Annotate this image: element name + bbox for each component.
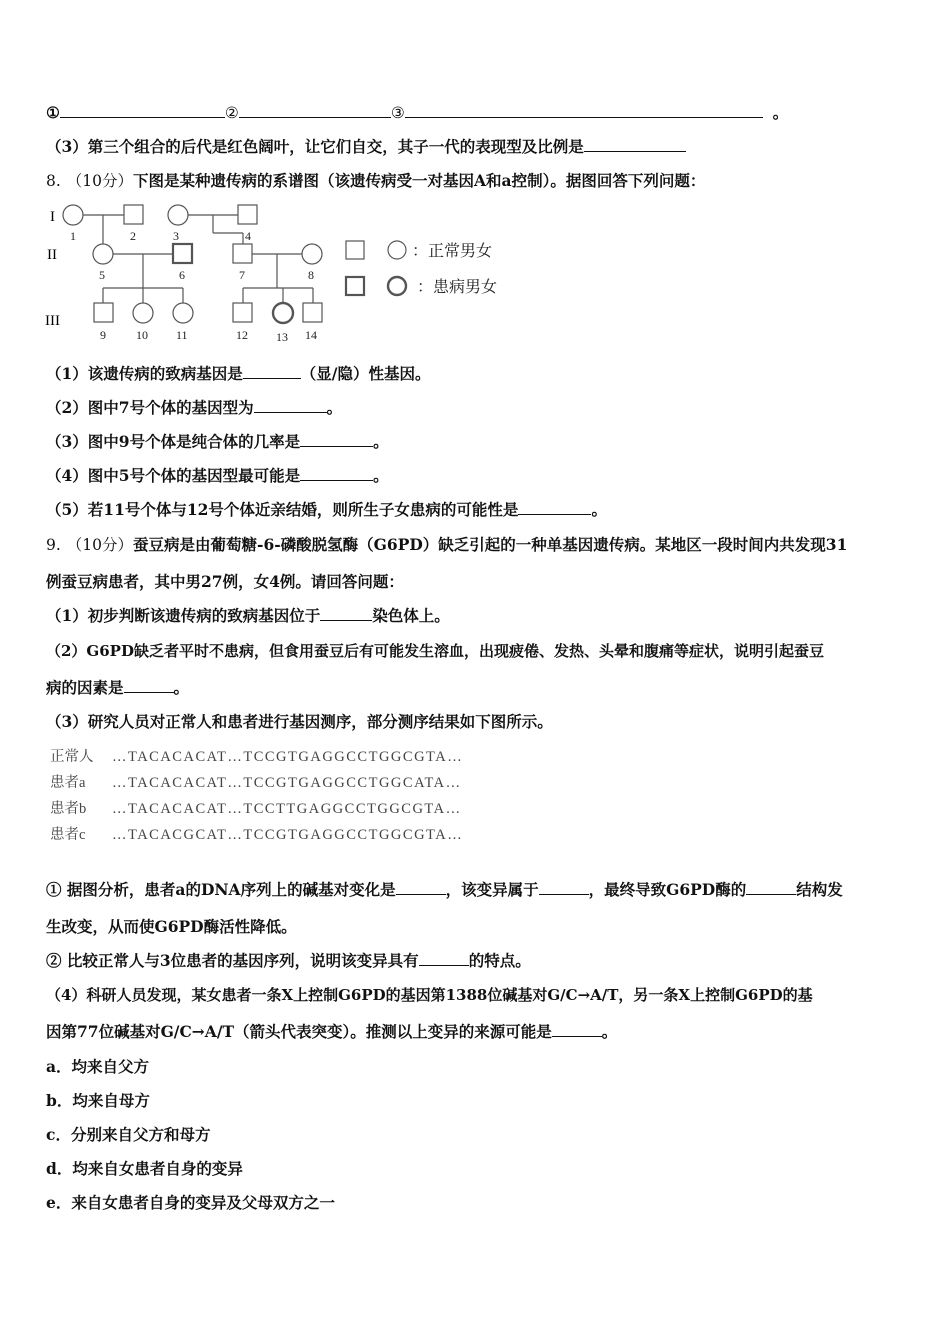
individual-10 bbox=[133, 303, 153, 323]
sequence-row-normal: 正常人 …TACACACAT…TCCGTGAGGCCTGGCGTA… bbox=[50, 749, 464, 765]
legend-normal-label: ：正常男女 bbox=[412, 241, 493, 260]
sequence-row-b: 患者b …TACACACAT…TCCTTGAGGCCTGGCGTA… bbox=[50, 801, 462, 817]
blank-q9-a2[interactable] bbox=[539, 880, 589, 895]
option-d[interactable]: d．均来自女患者自身的变异 bbox=[46, 1159, 243, 1178]
q8-sub2: （2）图中7号个体的基因型为 。 bbox=[46, 398, 343, 417]
individual-9 bbox=[94, 303, 113, 322]
q9-stem-line2: 例蚕豆病患者，其中男27例，女4例。请回答问题： bbox=[46, 572, 404, 591]
gen-label-1: I bbox=[50, 209, 55, 225]
label-3: 3 bbox=[173, 229, 179, 243]
gen-label-3: III bbox=[45, 313, 60, 329]
q9-stem-line1: 9. （10分）蚕豆病是由葡萄糖-6-磷酸脱氢酶（G6PD）缺乏引起的一种单基因遗传病。某地区一段时间内共发现31 bbox=[46, 535, 848, 554]
label-6: 6 bbox=[179, 268, 185, 282]
label-2: 2 bbox=[130, 229, 136, 243]
blank-q8-2[interactable] bbox=[254, 398, 327, 413]
q9-sub3: （3）研究人员对正常人和患者进行基因测序，部分测序结果如下图所示。 bbox=[46, 712, 553, 731]
answer-blanks-line: ① ② ③ 。 bbox=[46, 103, 789, 122]
blank-q8-5[interactable] bbox=[518, 500, 591, 515]
blank-q8-4[interactable] bbox=[300, 466, 373, 481]
individual-6 bbox=[173, 244, 192, 263]
option-b[interactable]: b．均来自母方 bbox=[46, 1091, 150, 1110]
individual-12 bbox=[233, 303, 252, 322]
blank-2[interactable] bbox=[239, 103, 391, 118]
individual-11 bbox=[173, 303, 193, 323]
label-4: 4 bbox=[245, 229, 251, 243]
option-e[interactable]: e．来自女患者自身的变异及父母双方之一 bbox=[46, 1193, 335, 1212]
blank-q9-a3[interactable] bbox=[746, 880, 796, 895]
individual-4 bbox=[238, 205, 257, 224]
q9-analysis1-line2: 生改变，从而使G6PD酶活性降低。 bbox=[46, 917, 297, 936]
q9-sub4-line1: （4）科研人员发现，某女患者一条X上控制G6PD的基因第1388位碱基对G/C→A/T，另一条X上控制G6PD的基 bbox=[46, 986, 813, 1004]
q8-sub4: （4）图中5号个体的基因型最可能是 。 bbox=[46, 466, 389, 485]
label-8: 8 bbox=[308, 268, 314, 282]
individual-5 bbox=[93, 244, 113, 264]
blank-1[interactable] bbox=[60, 103, 225, 118]
legend-normal-female bbox=[388, 241, 406, 259]
q8-sub3: （3）图中9号个体是纯合体的几率是 。 bbox=[46, 432, 389, 451]
blank-q7-3[interactable] bbox=[584, 137, 686, 152]
individual-3 bbox=[168, 205, 188, 225]
label-9: 9 bbox=[100, 328, 106, 342]
label-14: 14 bbox=[305, 328, 317, 342]
blank-3[interactable] bbox=[405, 103, 763, 118]
individual-14 bbox=[303, 303, 322, 322]
label-11: 11 bbox=[176, 328, 188, 342]
label-5: 5 bbox=[99, 268, 105, 282]
blank-q9-4[interactable] bbox=[552, 1022, 602, 1037]
label-12: 12 bbox=[236, 328, 248, 342]
label-7: 7 bbox=[239, 268, 245, 282]
blank-q8-3[interactable] bbox=[300, 432, 373, 447]
blank-q9-1[interactable] bbox=[320, 606, 372, 621]
q9-sub2-line2: 病的因素是 。 bbox=[46, 678, 190, 697]
individual-13 bbox=[273, 303, 293, 323]
legend-affected-label: ：患病男女 bbox=[417, 277, 498, 296]
individual-1 bbox=[63, 205, 83, 225]
gen-label-2: II bbox=[47, 247, 57, 263]
q9-analysis1-line1: ① 据图分析，患者a的DNA序列上的碱基对变化是 ，该变异属于 ，最终导致G6PD酶的 结构发 bbox=[46, 880, 843, 899]
legend-affected-female bbox=[388, 277, 406, 295]
blank-q8-1[interactable] bbox=[243, 364, 301, 379]
individual-7 bbox=[233, 244, 252, 263]
individual-2 bbox=[124, 205, 143, 224]
q7-sub3: （3）第三个组合的后代是红色阔叶，让它们自交，其子一代的表现型及比例是 bbox=[46, 137, 686, 157]
legend-normal-male bbox=[346, 241, 364, 259]
sequence-row-a: 患者a …TACACACAT…TCCGTGAGGCCTGGCATA… bbox=[50, 775, 462, 791]
pedigree-chart bbox=[40, 198, 560, 348]
q8-sub5: （5）若11号个体与12号个体近亲结婚，则所生子女患病的可能性是 。 bbox=[46, 500, 607, 519]
option-c[interactable]: c．分别来自父方和母方 bbox=[46, 1125, 211, 1144]
legend-affected-male bbox=[346, 277, 364, 295]
label-13: 13 bbox=[276, 330, 288, 344]
individual-8 bbox=[302, 244, 322, 264]
label-10: 10 bbox=[136, 328, 148, 342]
q8-sub1: （1）该遗传病的致病基因是 （显/隐）性基因。 bbox=[46, 364, 431, 383]
blank-q9-2[interactable] bbox=[124, 678, 174, 693]
sequence-row-c: 患者c …TACACGCAT…TCCGTGAGGCCTGGCGTA… bbox=[50, 827, 464, 843]
q9-analysis2: ② 比较正常人与3位患者的基因序列，说明该变异具有 的特点。 bbox=[46, 951, 531, 970]
q9-sub1: （1）初步判断该遗传病的致病基因位于 染色体上。 bbox=[46, 606, 450, 625]
option-a[interactable]: a．均来自父方 bbox=[46, 1057, 150, 1076]
q9-sub4-line2: 因第77位碱基对G/C→A/T（箭头代表突变）。推测以上变异的来源可能是 。 bbox=[46, 1022, 618, 1041]
blank-q9-a4[interactable] bbox=[419, 951, 469, 966]
q9-sub2-line1: （2）G6PD缺乏者平时不患病，但食用蚕豆后有可能发生溶血，出现疲倦、发热、头晕和腹痛等症状，说明引起蚕豆 bbox=[46, 642, 824, 660]
blank-q9-a1[interactable] bbox=[396, 880, 446, 895]
q8-stem: 8. （10分）下图是某种遗传病的系谱图（该遗传病受一对基因A和a控制）。据图回答下列问题： bbox=[46, 171, 706, 190]
label-1: 1 bbox=[70, 229, 76, 243]
